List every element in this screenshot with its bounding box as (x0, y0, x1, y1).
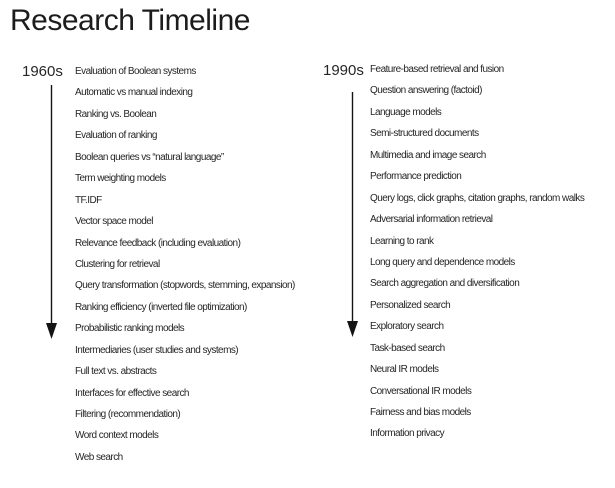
topic-list-1990s (370, 59, 615, 445)
timeline-topic: Question answering (factoid) (370, 85, 482, 97)
timeline-topic: Term weighting models (75, 173, 166, 185)
timeline-topic: Search aggregation and diversification (370, 278, 520, 290)
down-arrow-icon (45, 85, 58, 340)
timeline-topic: Filtering (recommendation) (75, 409, 181, 420)
timeline-topic: Interfaces for effective search (75, 387, 189, 399)
topic-list-1960s (75, 61, 315, 468)
timeline-topic: Query transformation (stopwords, stemming, expansion) (75, 280, 295, 292)
page-title: Research Timeline (10, 4, 250, 37)
down-arrow-icon (346, 92, 359, 338)
timeline-topic: Feature-based retrieval and fusion (370, 64, 504, 75)
era-label-1990s: 1990s (323, 62, 364, 79)
timeline-topic: Conversational IR models (370, 385, 472, 397)
timeline-topic: Information privacy (370, 428, 445, 440)
timeline-topic: Ranking vs. Boolean (75, 108, 157, 120)
timeline-topic: Boolean queries vs “natural language” (75, 151, 224, 163)
timeline-topic: Adversarial information retrieval (370, 214, 493, 226)
timeline-topic: Ranking efficiency (inverted file optimization) (75, 301, 247, 313)
timeline-topic: Exploratory search (370, 321, 444, 333)
timeline-topic: Task-based search (370, 342, 445, 354)
timeline-topic: Probabilistic ranking models (75, 323, 185, 335)
timeline-topic: Performance prediction (370, 171, 462, 183)
timeline-topic: Vector space model (75, 216, 153, 228)
timeline-topic: Evaluation of Boolean systems (75, 66, 196, 77)
timeline-topic: Semi-structured documents (370, 128, 479, 140)
timeline-topic: Intermediaries (user studies and systems) (75, 344, 239, 356)
timeline-topic: Full text vs. abstracts (75, 366, 157, 378)
timeline-topic: Fairness and bias models (370, 407, 471, 418)
timeline-topic: TF.IDF (75, 194, 102, 206)
timeline-topic: Neural IR models (370, 364, 439, 376)
timeline-topic: Personalized search (370, 299, 451, 311)
timeline-topic: Language models (370, 106, 442, 118)
era-label-1960s: 1960s (22, 63, 63, 80)
timeline-topic: Automatic vs manual indexing (75, 87, 193, 99)
timeline-topic: Clustering for retrieval (75, 258, 160, 270)
timeline-topic: Relevance feedback (including evaluation) (75, 237, 241, 249)
timeline-topic: Evaluation of ranking (75, 130, 157, 142)
timeline-topic: Web search (75, 451, 123, 463)
timeline-topic: Word context models (75, 430, 159, 442)
timeline-topic: Long query and dependence models (370, 256, 515, 268)
timeline-topic: Learning to rank (370, 235, 434, 247)
timeline-topic: Multimedia and image search (370, 149, 486, 161)
timeline-topic: Query logs, click graphs, citation graphs, random walks (370, 192, 585, 204)
